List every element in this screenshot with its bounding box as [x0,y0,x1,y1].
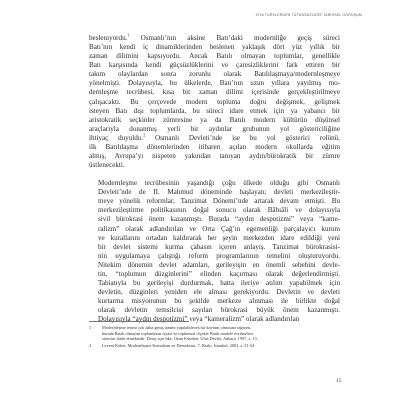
footnote-line: Modernleşme terimi çok daha geniş tanımı yapılabilecek bir kavram olmasına rağmen, [102,325,252,330]
running-head: ZİYA TÜRKLERDEN TÜTÜNSÜZLÜĞE TARİHSEL GÖRÜŞÜM [255,13,362,17]
text-line: aristokratik seçkinler zümresine ya da Batılı modern kültürün düşünsel [89,115,340,124]
text-line: nin uygulamaya çalıştığı reform programlarının temelini oluşturuyordu. [98,251,340,260]
footnote-number: 2 [89,342,92,348]
text-line: ralizm” olarak adlandırılan ve Orta Çağ’ın egemenliği parçalayıcı kurum [98,224,340,233]
text-line: Modernleşme tecrübesinin yaşandığı çoğu ülkede olduğu gibi Osmanlı [98,179,340,188]
footnote-line: Levent Köker, Modernleşme Kemalizm ve Demokrasi, 7. Baskı, İstanbul, 2003, s. 51-52. [102,342,256,348]
page-number: 15 [336,378,342,384]
text-line: ve kurallarını ortadan kaldırarak her şeyin merkezden idare edildiği yeni [98,233,340,242]
text-line: isteyen Batı dışı toplumlarda, bu süreci idare etmek için ya yabancı bir [89,106,340,115]
text-line: merkezileştirme politikasının doğal sonucu olarak Bâbıâli ve dolayısıyla [98,206,340,215]
footnote-number: 1 [89,325,92,330]
footnote [89,343,340,349]
text-line: olarak devletin temsilcisi sayılan bürokrasi büyük önem kazanmıştı. [98,306,340,315]
text-line: bir devlet sistemi kurma çabasın içeren anlayış. Tanzimat bürokrasisi- [98,242,340,251]
text-line: kurtarma misyonunun bu şekilde merkeze alınması ile birlikte doğal [98,297,340,306]
text-line: üstlenecekti. [89,161,125,170]
text-line: ihtiyaç duyuldu.$^2$ Osmanlı Devleti’nde ise bu yol gösterici rolünü, [89,132,340,142]
text-line: Batı karşısında kendi güçsüzlüklerini ve çaresizliklerini fark ettiren bir [89,61,340,70]
text-line: Nitekim dönemin devlet adamları, gerileyişin en önemli sebebini devle- [98,260,340,269]
text-line: almış, Avrupa’yı nispeten yakından tanıyan aydın/bürokratik bir zümre [89,152,340,161]
footnote-separator [89,321,189,322]
footnote-line: sürecini ifade etmektedir. Detay için bkz. Ozan Erözden, Ulus Devlet, Ankara, 1997, s. 13. [102,336,258,342]
text-line: devletin, düzginleri yeniden ele alması gerekiyordu. Devletin ve devleti [98,288,340,297]
text-line: yönelmişti. Dolayısıyla, bu ülkelerde, Batı’nın uzun yıllara yayılmış mo- [89,79,340,88]
footnote-line: burada Batılı olmayan toplumların siyasi ve toplumsal ölçekte Batılı modele evrilmeleri [102,330,254,336]
footnotes [89,325,340,349]
text-line: beslenıyordu.$^1$ Osmanlı’nın aksine Batı’daki modernliğe geçiş süreci [89,32,340,42]
footnote-reference[interactable]: 1 [127,32,130,38]
text-line: zaman dilimini kapsıyordu. Ancak Batılı olmayan toplumlar, genellikle [89,52,340,61]
text-line: çalışacaktı. Bu çerçevede modern topluma doğru değişmek, gelişmek [89,97,340,106]
text-line: takım olaylardan sonra zorunlu olarak Batılılaşmaya/modernleşmeye [89,70,340,79]
footnote-text [102,343,340,349]
text-line: dernleşme tecrübesi, kısa bir zaman dilimi içerisinde gerçekleştirilmeye [89,88,340,97]
footnote-reference[interactable]: 2 [143,132,146,138]
text-line: Devleti’nde de II. Mahmud döneminde başlayan; devleti merkezileştir- [98,188,340,197]
paragraph [89,179,340,324]
paragraph [89,34,340,170]
text-line: meye yönelik reformlar, Tanzimat Dönemi’nde artarak devam etmişti. Bu [98,197,340,206]
text-line: Tabiatıyla bu gerileyişi durdurmak, hatta ileriye atılım yapabilmek için [98,279,340,288]
body-text [89,34,340,324]
footnote-text [102,325,340,342]
text-line: Batı’nın kendi iç dinamiklerinden beslenen yaklaşık dört yüz yıllık bir [89,43,340,52]
text-line: araçlarıyla donanmış yerli bir aydınlar grubunun yol göstericiliğine [89,124,340,133]
text-line: Dolayısıyla “aydın despotizmi” veya “kameralizm” olarak adlandırılan [98,315,300,324]
footnote [89,325,340,342]
text-line: sivil bürokrasi önem kazanmıştı. Burada “aydın despotizmi” veya “kame- [98,215,340,224]
text-line: tin, “toplumun düzginlerini” elinden kaçırması olarak değerlendirmişti. [98,269,340,278]
text-line: ilk Batılılaşma dönemlerinden itibaren açılan modern okullarda eğitim [89,142,340,151]
